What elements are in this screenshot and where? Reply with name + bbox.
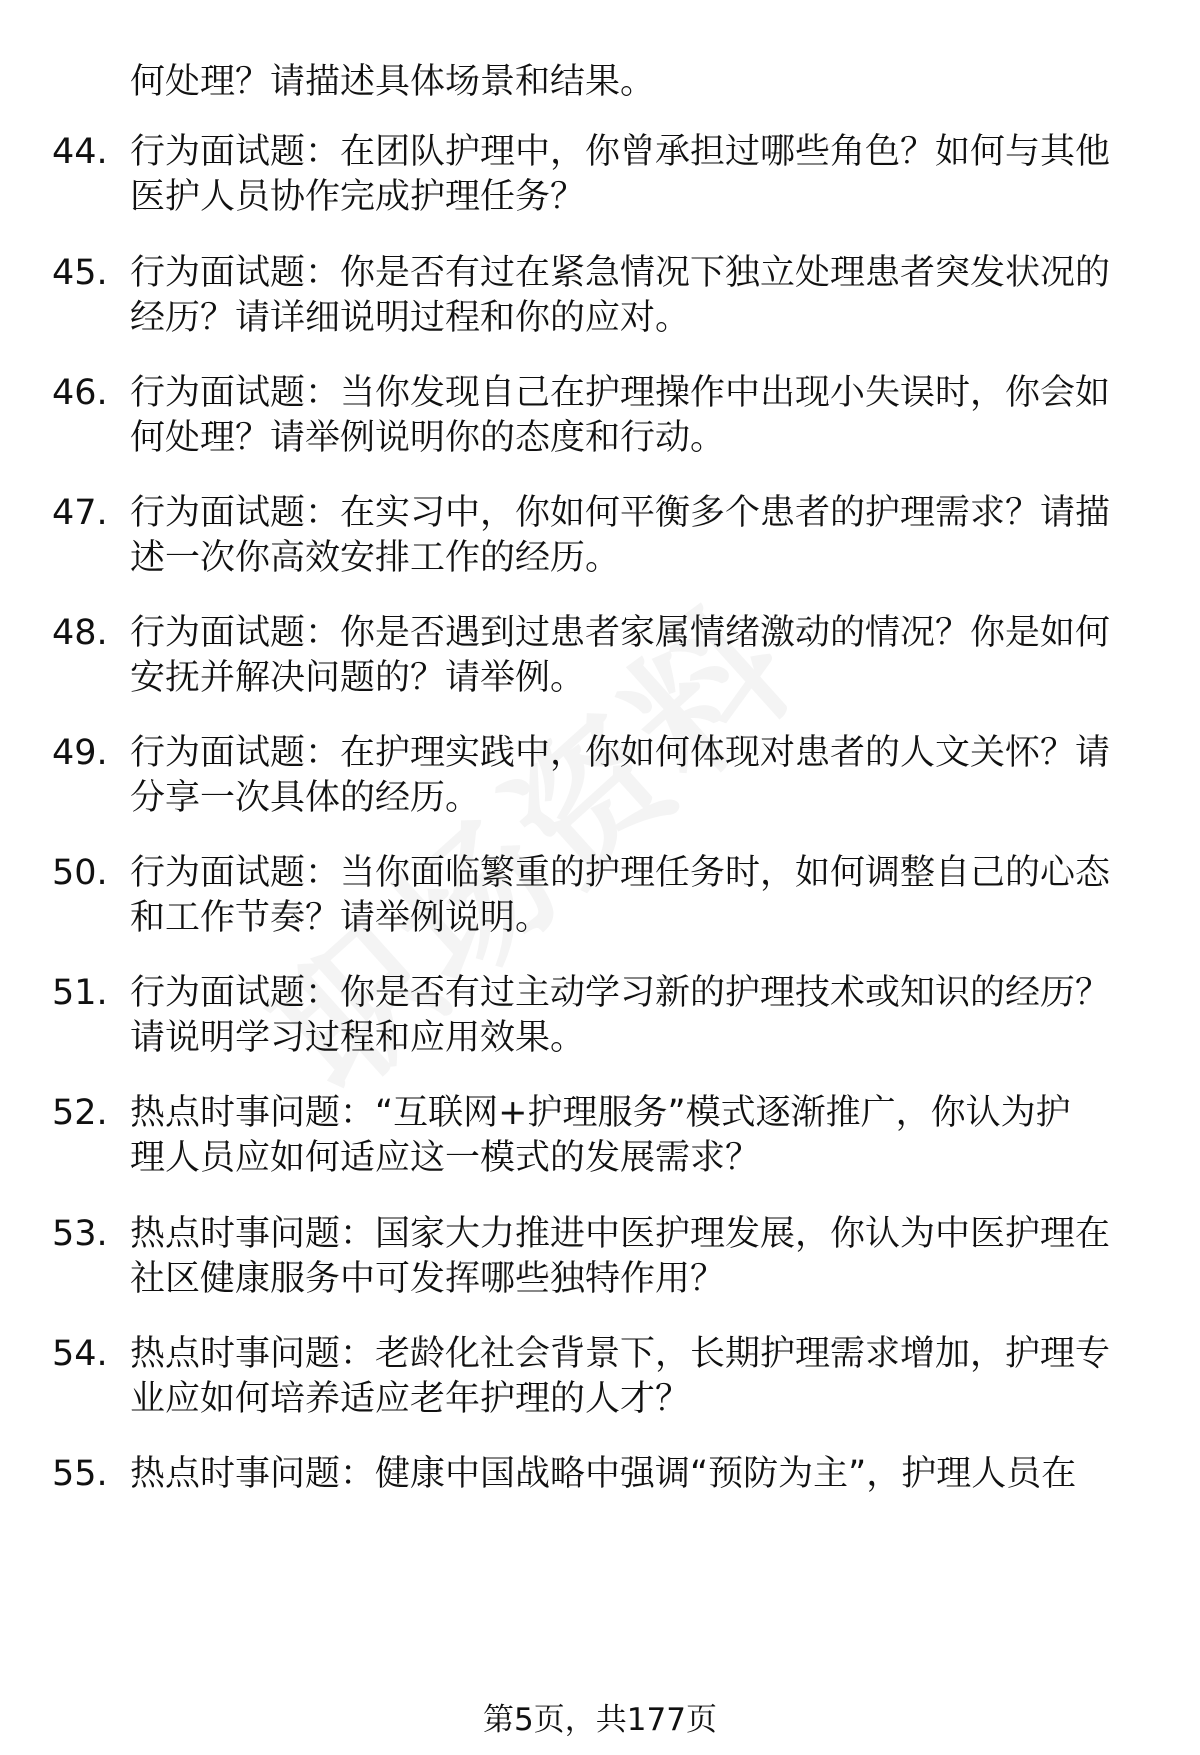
list-item	[0, 851, 1200, 951]
list-item	[0, 491, 1200, 591]
page-footer: 第5页，共177页	[483, 1702, 717, 1738]
list-item	[0, 1091, 1200, 1191]
item-text: 热点时事问题：健康中国战略中强调“预防为主”，护理人员在	[130, 1454, 1077, 1494]
item-text: 行为面试题：你是否有过在紧急情况下独立处理患者突发状况的 经历？请详细说明过程和你的应对。	[130, 253, 1111, 338]
list-item	[0, 1452, 1200, 1552]
item-text: 行为面试题：你是否遇到过患者家属情绪激动的情况？你是如何 安抚并解决问题的？请举例。	[130, 613, 1111, 698]
item-number: 54.	[52, 1334, 108, 1374]
list-item	[0, 731, 1200, 831]
item-text: 热点时事问题：“互联网+护理服务”模式逐渐推广，你认为护 理人员应如何适应这一模式的发展需求？	[130, 1093, 1071, 1178]
item-number: 47.	[52, 493, 108, 533]
list-item	[0, 1212, 1200, 1312]
list-item	[0, 611, 1200, 711]
list-item	[0, 1332, 1200, 1432]
item-number: 48.	[52, 613, 108, 653]
item-text: 行为面试题：在团队护理中，你曾承担过哪些角色？如何与其他 医护人员协作完成护理任务？	[130, 132, 1111, 217]
item-number: 44.	[52, 132, 108, 172]
item-number: 53.	[52, 1214, 108, 1254]
item-number: 55.	[52, 1454, 108, 1494]
item-number: 46.	[52, 373, 108, 413]
item-text: 行为面试题：你是否有过主动学习新的护理技术或知识的经历？ 请说明学习过程和应用效果。	[130, 973, 1111, 1058]
item-text: 行为面试题：当你面临繁重的护理任务时，如何调整自己的心态 和工作节奏？请举例说明。	[130, 853, 1111, 938]
item-number: 49.	[52, 733, 108, 773]
list-item	[0, 251, 1200, 351]
list-item	[0, 971, 1200, 1071]
continuation-text: 何处理？请描述具体场景和结果。	[130, 62, 656, 102]
item-text: 行为面试题：在护理实践中，你如何体现对患者的人文关怀？请 分享一次具体的经历。	[130, 733, 1111, 818]
item-number: 45.	[52, 253, 108, 293]
item-text: 热点时事问题：国家大力推进中医护理发展，你认为中医护理在 社区健康服务中可发挥哪些独特作用？	[130, 1214, 1111, 1299]
item-text: 行为面试题：在实习中，你如何平衡多个患者的护理需求？请描 述一次你高效安排工作的经历。	[130, 493, 1111, 578]
item-number: 50.	[52, 853, 108, 893]
item-text: 热点时事问题：老龄化社会背景下，长期护理需求增加，护理专 业应如何培养适应老年护理的人才？	[130, 1334, 1111, 1419]
list-item	[0, 371, 1200, 471]
list-item	[0, 130, 1200, 230]
item-number: 51.	[52, 973, 108, 1013]
item-number: 52.	[52, 1093, 108, 1133]
item-text: 行为面试题：当你发现自己在护理操作中出现小失误时，你会如 何处理？请举例说明你的态度和行动。	[130, 373, 1111, 458]
